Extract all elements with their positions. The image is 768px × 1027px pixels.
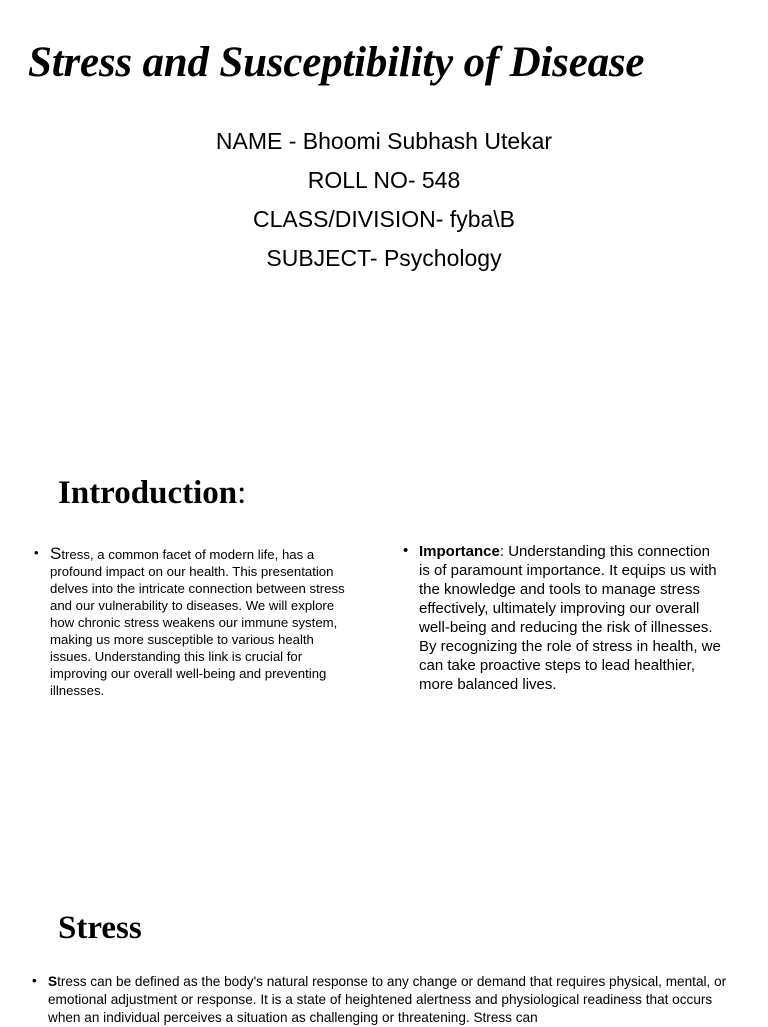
intro-dropcap: S (50, 544, 62, 563)
intro-left-text: tress, a common facet of modern life, has a profound impact on our health. This presentation delves into the intricate connection between stress and our vulnerability to diseases. We will explore how chronic stress weakens our immune system, making us more susceptible to various health issues. Understanding this link is crucial for improving our overall well-being and preventing illnesses. (50, 547, 345, 698)
author-details (0, 122, 768, 278)
title-slide (0, 0, 768, 440)
roll-number-line: ROLL NO- 548 (307, 167, 461, 193)
intro-left-column (34, 545, 352, 699)
introduction-heading-text: Introduction (58, 475, 238, 511)
class-division-line: CLASS/DIVISION- fyba\B (252, 206, 516, 232)
stress-heading: Stress (58, 910, 142, 946)
introduction-heading-colon: : (237, 475, 247, 511)
name-line: NAME - Bhoomi Subhash Utekar (215, 128, 553, 154)
intro-right-text: : Understanding this connection is of paramount importance. It equips us with the knowledge and tools to manage stress effectively, ultimately improving our overall well-being and reducing the risk of illnesses. By recognizing the role of stress in health, we can take proactive steps to lead healthier, more balanced lives. (419, 543, 721, 693)
list-item (403, 542, 723, 694)
subject-line: SUBJECT- Psychology (266, 245, 502, 271)
importance-label: Importance (419, 543, 500, 560)
page-title: Stress and Susceptibility of Disease (28, 39, 645, 86)
intro-right-column (403, 542, 723, 694)
introduction-slide (0, 445, 768, 885)
stress-dropcap: S (48, 974, 58, 989)
stress-body-text: tress can be defined as the body's natural response to any change or demand that requires physical, mental, or emotional adjustment or response. It is a state of heightened alertness and physiological readiness that occurs when an individual perceives a situation as challenging or threatening. Stress can (48, 974, 727, 1025)
stress-body (32, 973, 732, 1027)
list-item (34, 545, 352, 699)
stress-slide (0, 890, 768, 1024)
list-item (32, 973, 732, 1027)
introduction-heading (58, 475, 246, 512)
